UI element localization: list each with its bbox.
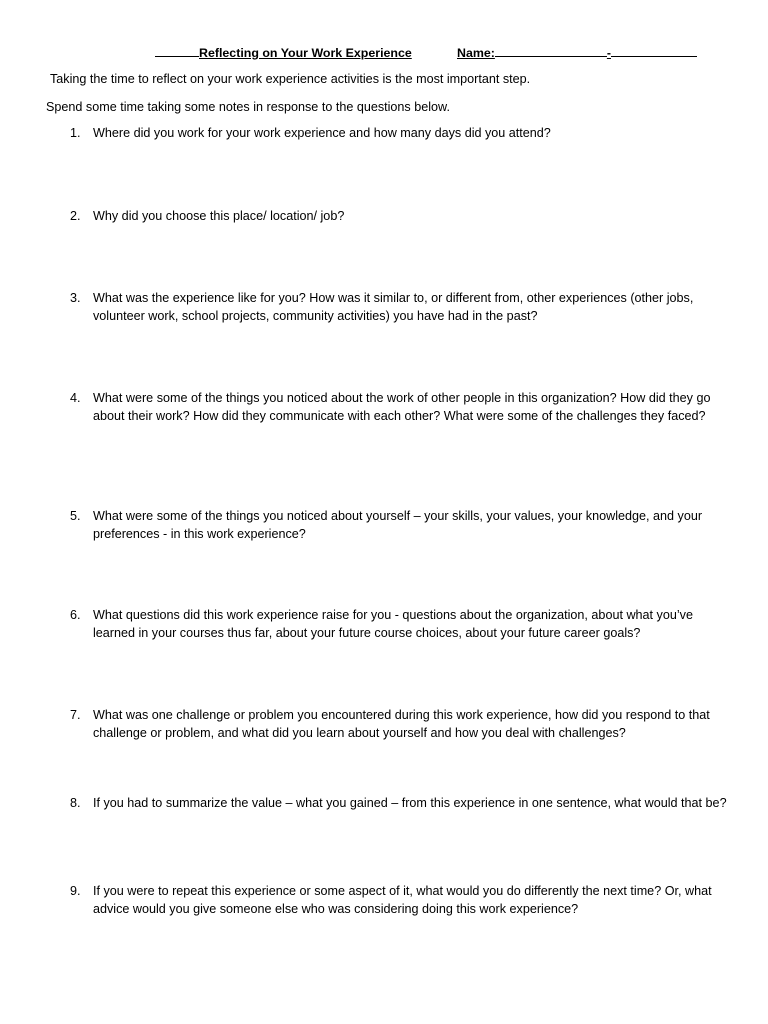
intro-text-1: Taking the time to reflect on your work experience activities is the most important step. [50, 72, 531, 86]
intro-text-2: Spend some time taking some notes in response to the questions below. [46, 100, 450, 114]
question-text: What were some of the things you noticed about yourself – your skills, your values, your knowledge, and your preferences - in this work experience? [93, 509, 703, 541]
title-line [155, 43, 412, 63]
name-blank-last [611, 43, 697, 57]
question-number: 1. [70, 126, 81, 140]
question-text: If you had to summarize the value – what you gained – from this experience in one sentence, what would that be? [93, 796, 727, 810]
question-number: 4. [70, 391, 81, 405]
question-number: 2. [70, 209, 81, 223]
name-field [457, 43, 697, 63]
question-number: 8. [70, 796, 81, 810]
question-number: 9. [70, 884, 81, 898]
name-label: Name: [457, 46, 495, 60]
question-text: What questions did this work experience raise for you - questions about the organization, about what you’ve learned in your courses thus far, about your future course choices, about your future career goals? [93, 608, 693, 640]
worksheet-header [0, 43, 768, 61]
question-text: What was one challenge or problem you encountered during this work experience, how did you respond to that challenge or problem, and what did you learn about yourself and how you deal with challenges? [93, 708, 710, 740]
question-text: What was the experience like for you? How was it similar to, or different from, other experiences (other jobs, volunteer work, school projects, community activities) you have had in the past? [93, 291, 694, 323]
name-separator: - [606, 46, 612, 60]
question-text: Why did you choose this place/ location/ job? [93, 209, 345, 223]
question-text: If you were to repeat this experience or some aspect of it, what would you do differently the next time? Or, what advice would you give someone else who was considering doing this work experience? [93, 884, 712, 916]
question-text: Where did you work for your work experience and how many days did you attend? [93, 126, 551, 140]
question-number: 6. [70, 608, 81, 622]
question-number: 7. [70, 708, 81, 722]
question-number: 3. [70, 291, 81, 305]
name-blank-first [495, 43, 607, 57]
title-underline-pad [155, 43, 199, 57]
question-number: 5. [70, 509, 81, 523]
page-title: Reflecting on Your Work Experience [199, 46, 412, 60]
question-text: What were some of the things you noticed about the work of other people in this organization? How did they go about their work? How did they communicate with each other? What were some of the challenges they faced? [93, 391, 711, 423]
